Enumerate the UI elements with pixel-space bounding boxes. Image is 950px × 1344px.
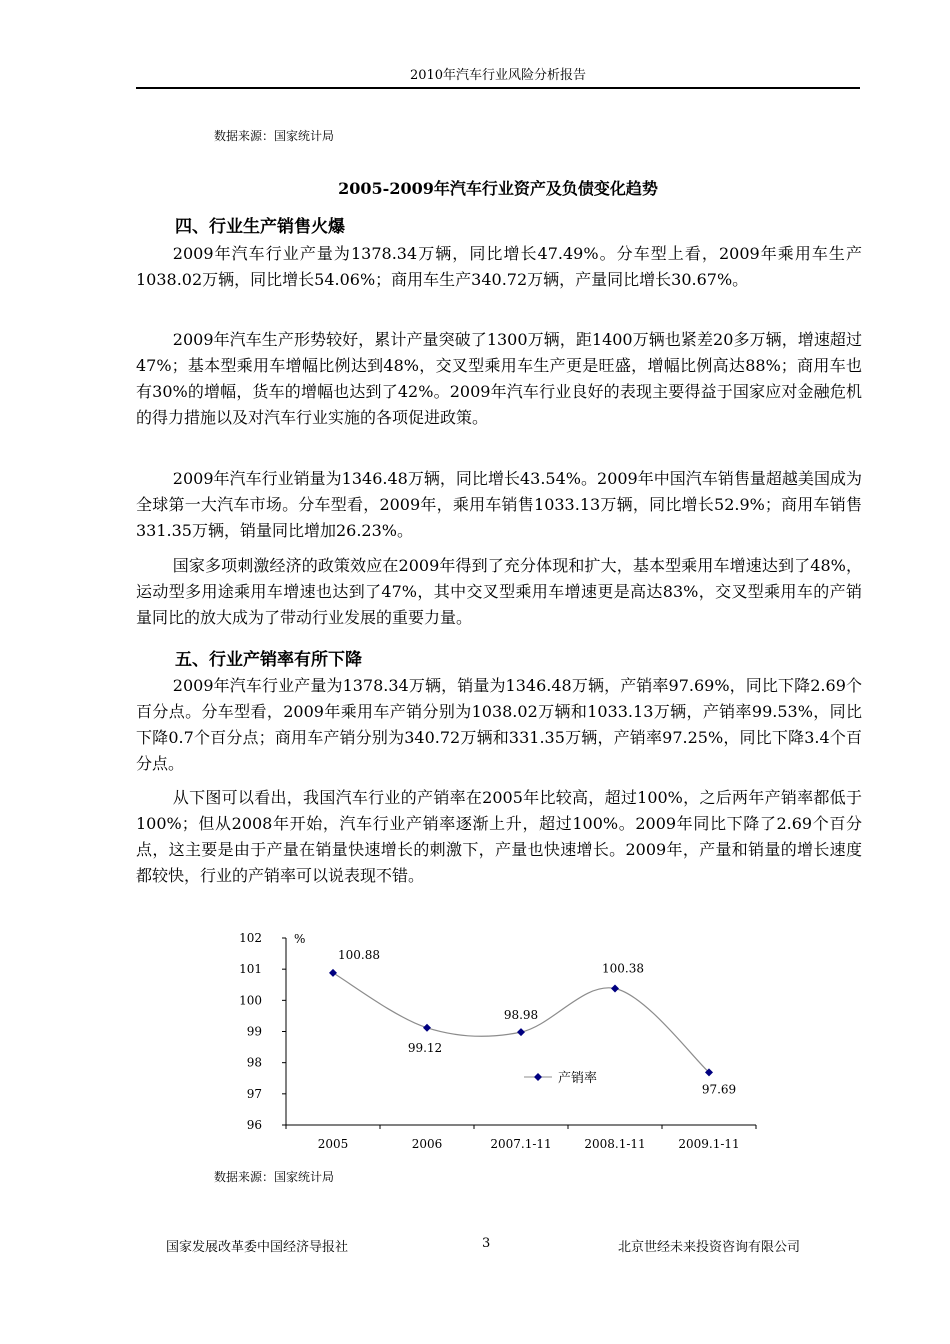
section-4-title: 四、行业生产销售火爆 (175, 217, 345, 237)
y-tick-label: 99 (246, 1024, 262, 1039)
legend-marker (534, 1073, 542, 1081)
section-5-paragraph-2: 从下图可以看出，我国汽车行业的产销率在2005年比较高，超过100%，之后两年产销率都低于100%；但从2008年开始，汽车行业产销率逐渐上升，超过100%。2009年同比下降了2.69个百分点，这主要是由于产量在销量快速增长的刺激下，产量也快速增长。2009年，产量和销量的增长速度都较快，行业的产销率可以说表现不错。 (136, 788, 862, 885)
y-tick-label: 100 (239, 993, 262, 1008)
x-tick-label: 2005 (317, 1137, 349, 1151)
series-line (333, 973, 709, 1072)
section-4-paragraph-2: 2009年汽车生产形势较好，累计产量突破了1300万辆，距1400万辆也紧差20多万辆，增速超过47%；基本型乘用车增幅比例达到48%，交叉型乘用车生产更是旺盛，增幅比例高达88%；商用车也有30%的增幅，货车的增幅也达到了42%。2009年汽车行业良好的表现主要得益于国家应对金融危机的得力措施以及对汽车行业实施的各项促进政策。 (136, 330, 862, 427)
data-point-marker (517, 1028, 525, 1036)
section-5-paragraph-1: 2009年汽车行业产量为1378.34万辆，销量为1346.48万辆，产销率97.69%，同比下降2.69个百分点。分车型看，2009年乘用车产销分别为1038.02万辆和1033.13万辆，产销率99.53%，同比下降0.7个百分点；商用车产销分别为340.72万辆和331.35万辆，产销率97.25%，同比下降3.4个百分点。 (136, 676, 862, 773)
data-label: 100.88 (338, 947, 380, 962)
data-point-marker (611, 984, 619, 992)
section-4-paragraph-4: 国家多项刺激经济的政策效应在2009年得到了充分体现和扩大，基本型乘用车增速达到了48%，运动型多用途乘用车增速也达到了47%，其中交叉型乘用车增速更是高达83%，交叉型乘用车的产销量同比的放大成为了带动行业发展的重要力量。 (136, 556, 862, 627)
y-tick-label: 96 (246, 1118, 262, 1132)
data-source-bottom: 数据来源：国家统计局 (214, 1170, 335, 1184)
data-label: 97.69 (701, 1082, 737, 1097)
x-tick-label: 2008.1-11 (584, 1137, 646, 1151)
data-point-marker (423, 1024, 431, 1032)
y-tick-label: 97 (246, 1086, 262, 1101)
y-tick-label: 102 (239, 931, 262, 945)
footer-right: 北京世经未来投资咨询有限公司 (618, 1240, 801, 1255)
section-5-title: 五、行业产销率有所下降 (175, 650, 362, 670)
y-tick-label: 98 (246, 1055, 262, 1070)
production-sales-ratio-chart (200, 920, 800, 1160)
x-tick-label: 2007.1-11 (490, 1137, 552, 1151)
y-tick-label: 101 (239, 962, 262, 977)
data-label: 98.98 (503, 1008, 539, 1023)
header-rule (136, 87, 860, 89)
legend (524, 1070, 597, 1086)
page-header-title: 2010年汽车行业风险分析报告 (409, 68, 587, 83)
section-4-paragraph-1: 2009年汽车行业产量为1378.34万辆，同比增长47.49%。分车型上看，2009年乘用车生产1038.02万辆，同比增长54.06%；商用车生产340.72万辆，产量同比增长30.67%。 (136, 244, 862, 289)
x-tick-label: 2006 (411, 1137, 443, 1151)
chart-heading: 2005-2009年汽车行业资产及负债变化趋势 (338, 179, 658, 198)
section-4-paragraph-3: 2009年汽车行业销量为1346.48万辆，同比增长43.54%。2009年中国汽车销售量超越美国成为全球第一大汽车市场。分车型看，2009年，乘用车销售1033.13万辆，同比增长52.9%；商用车销售331.35万辆，销量同比增加26.23%。 (136, 469, 862, 540)
legend-label: 产销率 (558, 1071, 598, 1086)
data-source-top: 数据来源：国家统计局 (214, 129, 335, 143)
data-label: 99.12 (407, 1040, 443, 1055)
y-axis-unit: % (294, 932, 306, 946)
x-tick-label: 2009.1-11 (678, 1137, 740, 1151)
data-point-marker (329, 969, 337, 977)
footer-left: 国家发展改革委中国经济导报社 (166, 1240, 349, 1255)
page-number: 3 (482, 1236, 491, 1251)
data-label: 100.38 (602, 961, 644, 976)
